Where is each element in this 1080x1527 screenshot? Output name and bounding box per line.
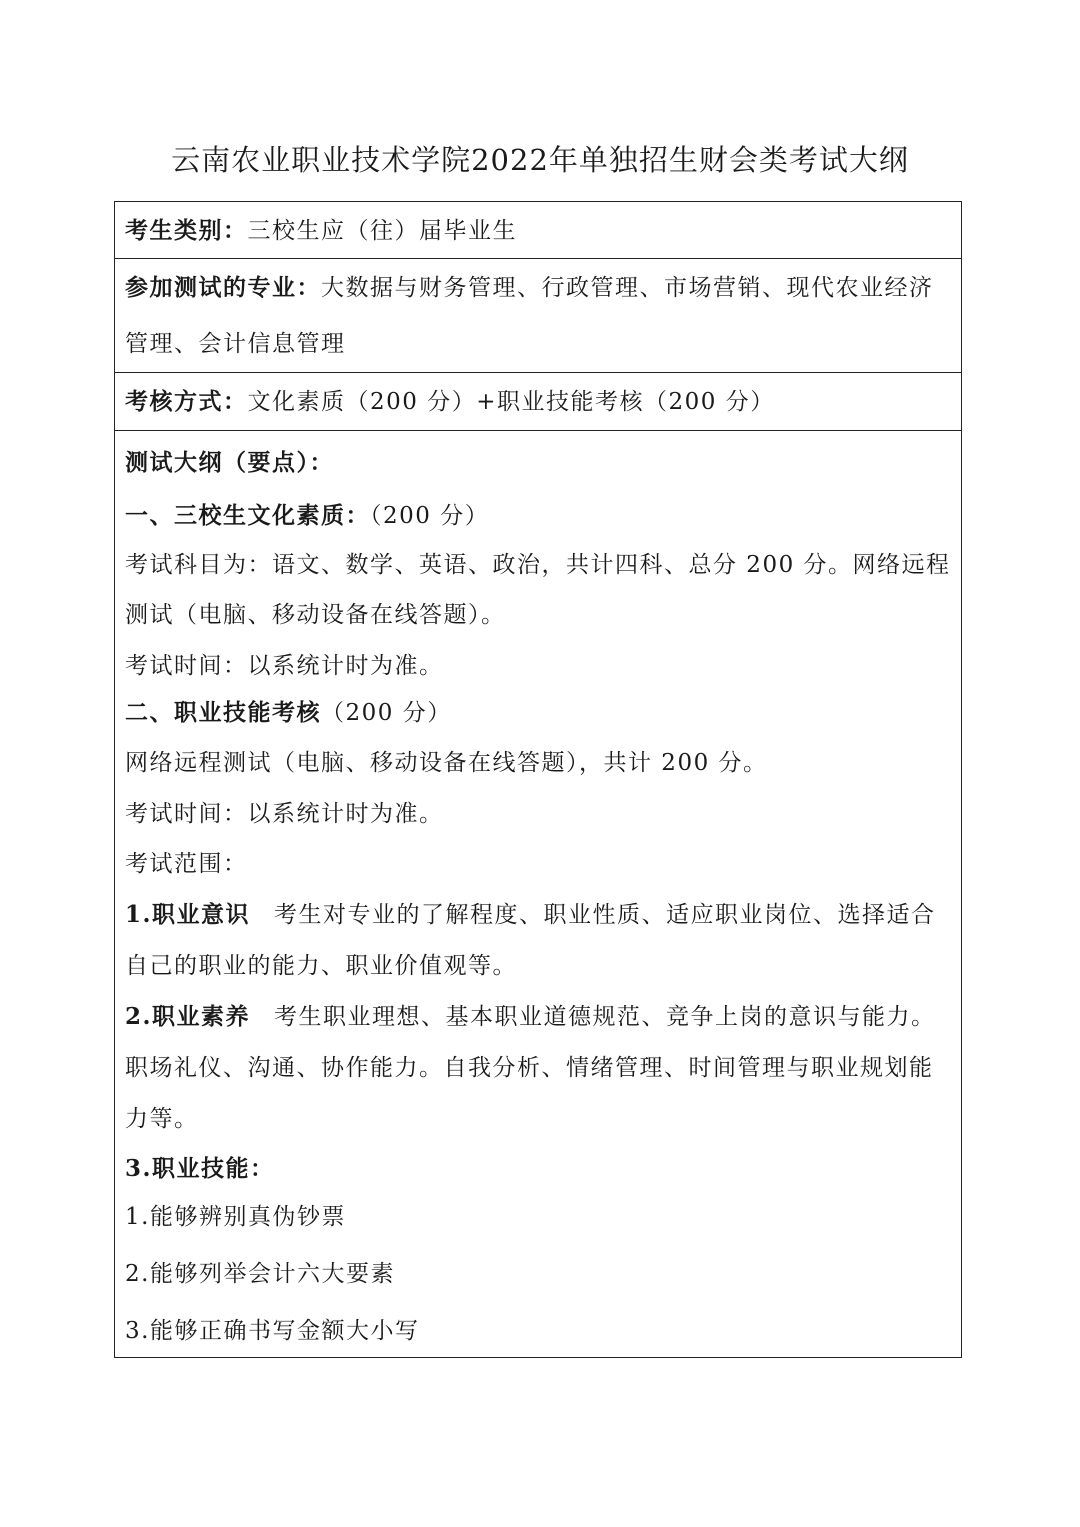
section2-title: 二、职业技能考核（200 分）: [125, 699, 452, 726]
candidate-category-label: 考生类别：: [125, 217, 248, 244]
section1-subjects-line1: 考试科目为：语文、数学、英语、政治，共计四科、总分 200 分。网络远程: [125, 552, 951, 578]
test-majors-label: 参加测试的专业：: [125, 274, 321, 301]
section1-title: 一、三校生文化素质：（200 分）: [125, 502, 490, 529]
skill-item-3: 3.能够正确书写金额大小写: [125, 1318, 420, 1344]
assessment-method-value: 文化素质（200 分）+职业技能考核（200 分）: [247, 389, 775, 415]
document-title: 云南农业职业技术学院2022年单独招生财会类考试大纲: [171, 143, 909, 177]
item2-line2: 职场礼仪、沟通、协作能力。自我分析、情绪管理、时间管理与职业规划能: [125, 1055, 934, 1081]
candidate-category-row: [115, 202, 961, 259]
test-outline-row: [115, 431, 961, 1357]
assessment-method-label: 考核方式：: [125, 388, 248, 415]
candidate-category-value: 三校生应（往）届毕业生: [247, 218, 517, 244]
test-majors-row: [115, 259, 961, 373]
section2-exam-time: 考试时间：以系统计时为准。: [125, 801, 444, 827]
skill-item-1: 1.能够辨别真伪钞票: [125, 1204, 346, 1230]
test-majors-value-line1: 大数据与财务管理、行政管理、市场营销、现代农业经济: [321, 275, 934, 301]
exam-outline-table: [114, 201, 962, 1358]
item2-title: 2.职业素养: [125, 1003, 251, 1030]
section1-exam-time: 考试时间：以系统计时为准。: [125, 653, 444, 679]
item1-line1: 1.职业意识 考生对专业的了解程度、职业性质、适应职业岗位、选择适合: [125, 901, 936, 928]
section1-subjects-line2: 测试（电脑、移动设备在线答题）。: [125, 602, 506, 628]
item1-line2: 自己的职业的能力、职业价值观等。: [125, 953, 517, 979]
skill-item-2: 2.能够列举会计六大要素: [125, 1261, 395, 1287]
item1-title: 1.职业意识: [125, 901, 251, 928]
section2-test-mode: 网络远程测试（电脑、移动设备在线答题），共计 200 分。: [125, 750, 768, 776]
item3-title: 3.职业技能：: [125, 1155, 275, 1182]
test-majors-value-line2: 管理、会计信息管理: [125, 331, 346, 357]
outline-heading: 测试大纲（要点）：: [125, 449, 334, 476]
section2-exam-scope: 考试范围：: [125, 851, 248, 877]
item2-line1: 2.职业素养 考生职业理想、基本职业道德规范、竞争上岗的意识与能力。: [125, 1003, 936, 1030]
item2-line3: 力等。: [125, 1106, 199, 1132]
assessment-method-row: [115, 373, 961, 431]
